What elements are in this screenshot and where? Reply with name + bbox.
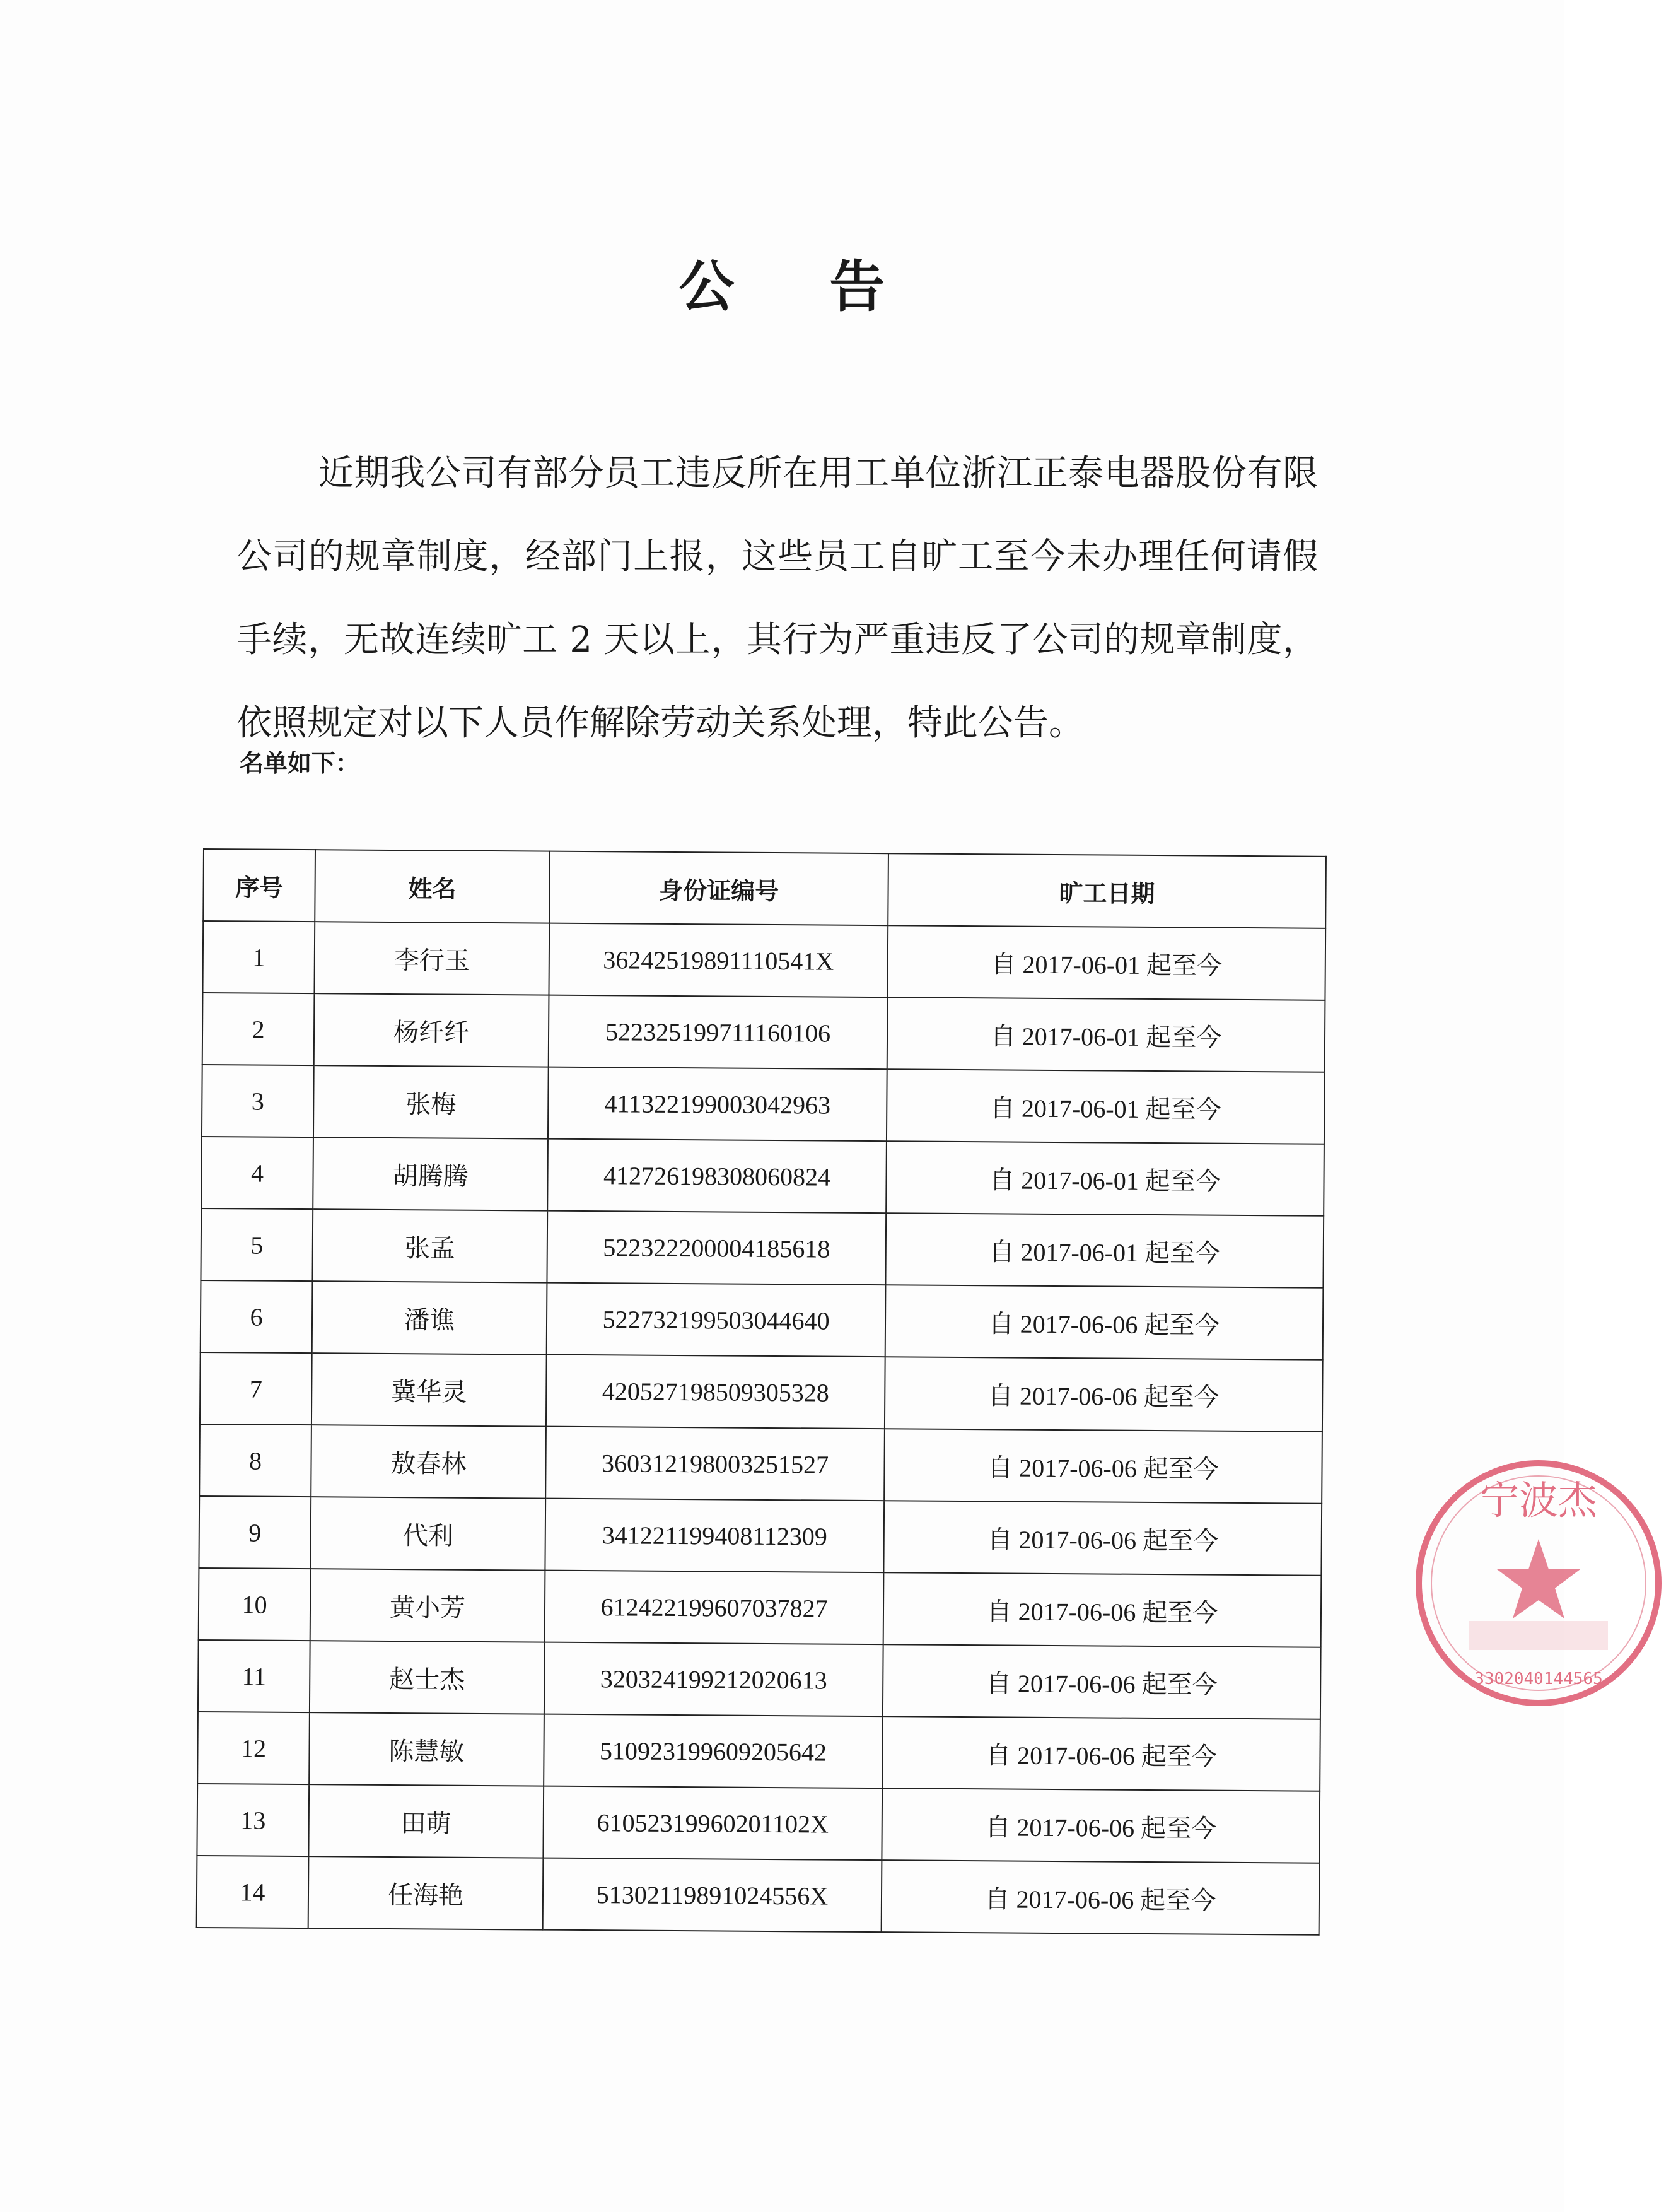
cell-index: 3 — [202, 1065, 314, 1137]
cell-id-number: 411322199003042963 — [548, 1067, 887, 1142]
seal-star-icon — [1497, 1539, 1580, 1618]
cell-index: 2 — [202, 993, 315, 1065]
cell-absence-date: 自 2017-06-01 起至今 — [887, 997, 1325, 1072]
header-index: 序号 — [203, 849, 315, 922]
employee-table-wrapper — [196, 848, 1325, 1936]
cell-id-number: 61052319960201102X — [543, 1786, 882, 1861]
table-header-row — [203, 849, 1326, 928]
cell-name: 赵士杰 — [310, 1641, 545, 1714]
table-row — [197, 1856, 1320, 1935]
table-body — [197, 921, 1326, 1935]
seal-text: 宁波杰 — [1479, 1477, 1598, 1523]
cell-index: 4 — [201, 1137, 313, 1209]
table-row — [202, 921, 1325, 1000]
header-id-number: 身份证编号 — [549, 851, 888, 926]
cell-name: 田萌 — [308, 1784, 544, 1858]
cell-id-number: 522322200004185618 — [547, 1211, 886, 1285]
cell-id-number: 420527198509305328 — [546, 1355, 885, 1429]
cell-absence-date: 自 2017-06-06 起至今 — [884, 1429, 1322, 1504]
cell-id-number: 36242519891110541X — [549, 923, 888, 998]
company-seal — [1406, 1451, 1671, 1716]
cell-id-number: 341221199408112309 — [545, 1499, 884, 1573]
cell-absence-date: 自 2017-06-01 起至今 — [887, 1069, 1325, 1144]
cell-index: 5 — [201, 1208, 313, 1281]
cell-absence-date: 自 2017-06-06 起至今 — [882, 1860, 1320, 1935]
employee-table — [196, 848, 1327, 1936]
cell-id-number: 612422199607037827 — [545, 1571, 884, 1645]
table-row — [199, 1568, 1322, 1647]
list-label: 名单如下： — [240, 749, 360, 777]
cell-id-number: 522325199711160106 — [549, 995, 888, 1070]
table-row — [197, 1784, 1320, 1863]
cell-name: 代利 — [310, 1497, 545, 1570]
cell-index: 10 — [199, 1568, 311, 1641]
cell-absence-date: 自 2017-06-06 起至今 — [885, 1357, 1323, 1432]
cell-id-number: 412726198308060824 — [547, 1139, 887, 1214]
cell-id-number: 510923199609205642 — [544, 1714, 883, 1789]
cell-name: 张梅 — [313, 1065, 549, 1138]
header-name: 姓名 — [315, 850, 550, 923]
cell-absence-date: 自 2017-06-06 起至今 — [883, 1501, 1322, 1576]
cell-name: 胡腾腾 — [313, 1137, 548, 1210]
cell-index: 8 — [199, 1424, 311, 1497]
table-row — [199, 1496, 1322, 1576]
cell-absence-date: 自 2017-06-06 起至今 — [885, 1285, 1324, 1360]
table-row — [202, 993, 1325, 1072]
cell-name: 敖春林 — [311, 1425, 546, 1498]
table-row — [201, 1208, 1324, 1288]
cell-id-number: 51302119891024556X — [543, 1858, 882, 1933]
header-absence-date: 旷工日期 — [888, 853, 1326, 928]
cell-name: 黄小芳 — [310, 1569, 545, 1642]
cell-absence-date: 自 2017-06-01 起至今 — [887, 925, 1325, 1000]
cell-index: 12 — [197, 1712, 310, 1784]
cell-name: 任海艳 — [308, 1856, 544, 1929]
cell-id-number: 360312198003251527 — [545, 1427, 885, 1501]
table-row — [200, 1352, 1323, 1432]
table-row — [202, 1065, 1325, 1144]
table-row — [199, 1424, 1322, 1504]
table-row — [201, 1280, 1324, 1360]
cell-absence-date: 自 2017-06-06 起至今 — [883, 1572, 1322, 1647]
cell-index: 14 — [197, 1856, 309, 1928]
cell-index: 9 — [199, 1496, 311, 1569]
cell-name: 杨纤纤 — [314, 993, 549, 1067]
cell-name: 张孟 — [312, 1209, 547, 1282]
notice-paragraph: 近期我公司有部分员工违反所在用工单位浙江正泰电器股份有限公司的规章制度，经部门上报，这些员工自旷工至今未办理任何请假手续，无故连续旷工 2 天以上，其行为严重违反了公司的规章制度，依照规定对以下人员作解除劳动关系处理，特此公告。 — [236, 453, 1318, 744]
cell-index: 11 — [198, 1640, 310, 1712]
cell-absence-date: 自 2017-06-01 起至今 — [885, 1213, 1324, 1288]
cell-absence-date: 自 2017-06-06 起至今 — [882, 1788, 1320, 1863]
cell-absence-date: 自 2017-06-06 起至今 — [882, 1716, 1320, 1791]
cell-name: 陈慧敏 — [309, 1712, 544, 1786]
table-row — [197, 1712, 1320, 1791]
cell-index: 6 — [201, 1280, 313, 1353]
table-row — [198, 1640, 1321, 1719]
cell-index: 13 — [197, 1784, 309, 1856]
cell-index: 1 — [202, 921, 315, 993]
seal-number: 3302040144565 — [1474, 1670, 1603, 1688]
cell-id-number: 522732199503044640 — [547, 1283, 886, 1357]
cell-name: 冀华灵 — [311, 1353, 547, 1426]
page-title: 公 告 — [678, 254, 923, 319]
cell-absence-date: 自 2017-06-06 起至今 — [883, 1644, 1321, 1719]
cell-name: 李行玉 — [314, 922, 549, 995]
table-row — [201, 1137, 1324, 1216]
cell-index: 7 — [200, 1352, 312, 1425]
cell-absence-date: 自 2017-06-01 起至今 — [886, 1141, 1324, 1216]
cell-name: 潘谯 — [312, 1281, 547, 1354]
cell-id-number: 320324199212020613 — [544, 1642, 883, 1717]
